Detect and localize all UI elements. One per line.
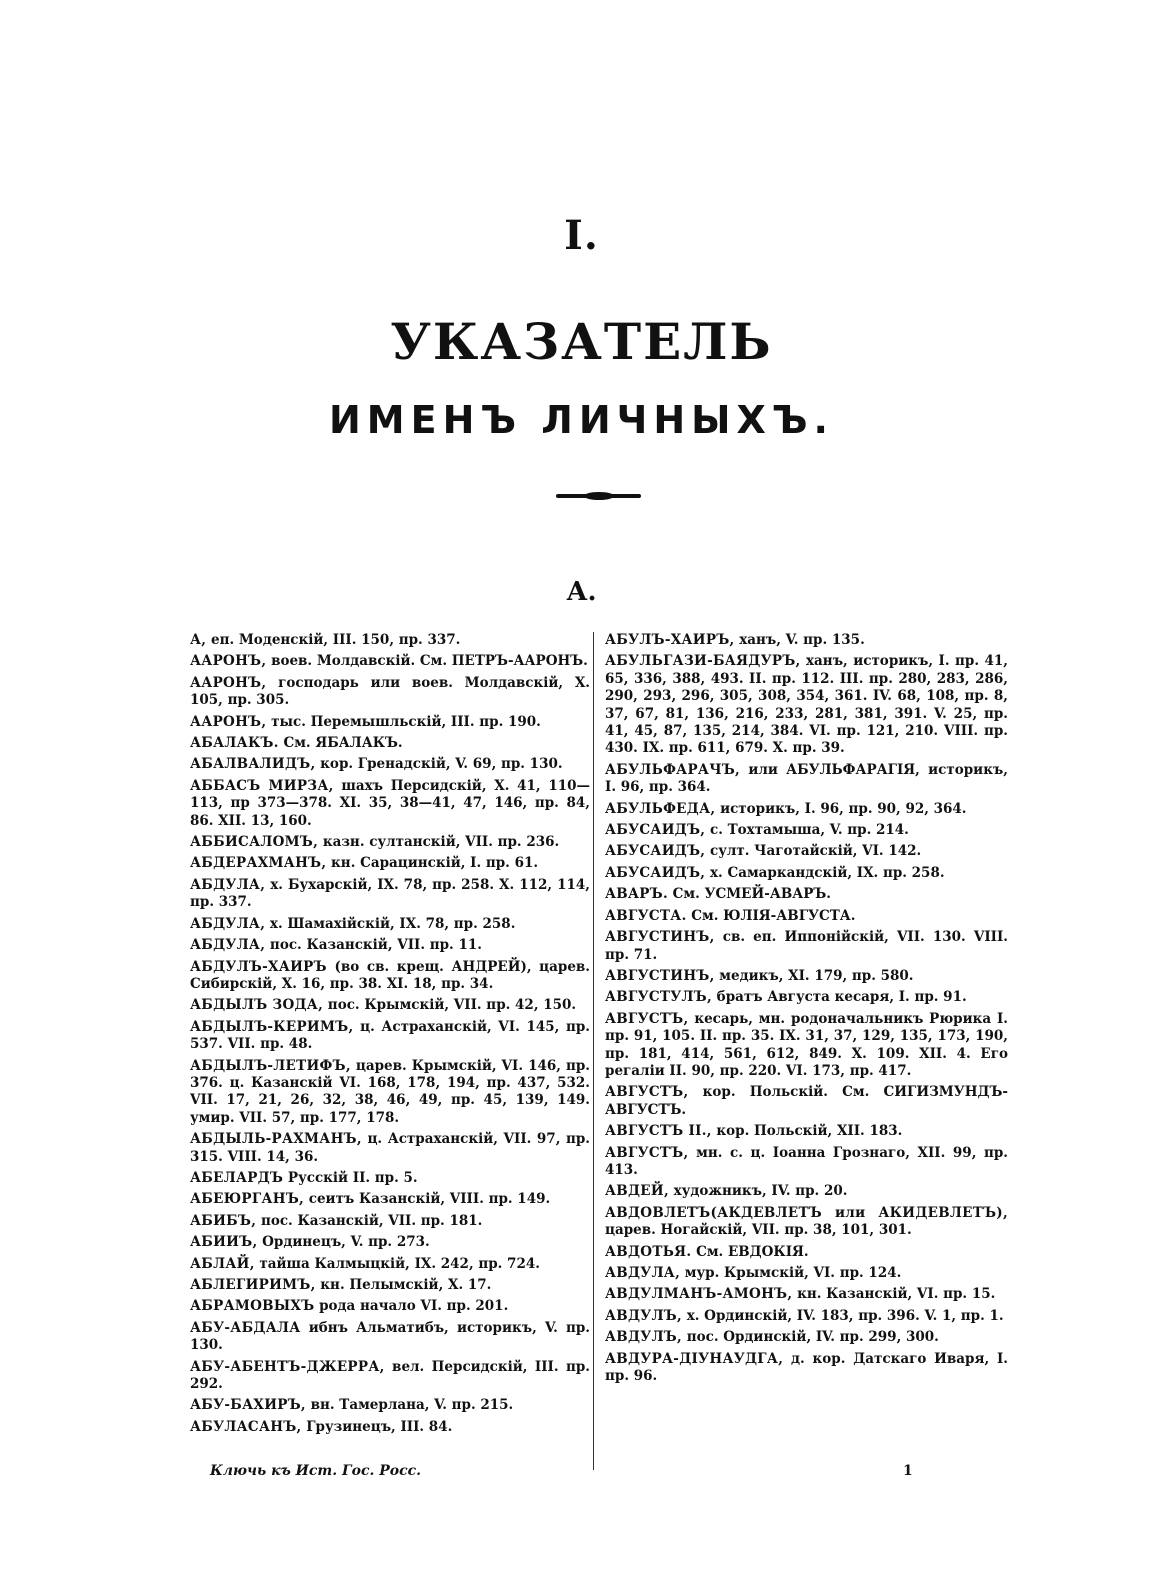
entry-text: господарь или воев. Молдавскій, X. 105, пр. 305. <box>190 674 590 709</box>
index-entry <box>605 653 1008 757</box>
entry-text: Грузинецъ, III. 84. <box>301 1418 453 1435</box>
entry-headword: АВГУСТИНЪ, <box>605 967 715 984</box>
entry-headword: АББИСАЛОМЪ, <box>190 834 319 851</box>
index-entry <box>605 989 1008 1006</box>
entry-headword: АБУСАИДЪ, <box>605 843 706 860</box>
index-entry <box>190 1419 590 1436</box>
entry-headword: АВДУЛА, <box>605 1265 681 1281</box>
entry-text: мн. с. ц. Іоанна Грознаго, XII. 99, пр. 413. <box>605 1144 1008 1178</box>
entry-headword: АБУЛАСАНЪ, <box>190 1418 302 1435</box>
index-entry <box>190 997 590 1014</box>
entry-text: пос. Казанскій, VII. пр. 181. <box>256 1212 483 1229</box>
ornamental-rule <box>556 494 641 498</box>
entry-text: См. ЕВДОКІЯ. <box>691 1243 809 1260</box>
section-roman-numeral: I. <box>564 212 599 259</box>
index-entry <box>190 675 590 710</box>
entry-headword: АВГУСТИНЪ, <box>605 929 715 946</box>
index-entry <box>190 834 590 851</box>
index-entry <box>190 916 590 933</box>
index-entry <box>605 929 1008 964</box>
index-entry <box>190 1359 590 1394</box>
entry-headword: АВГУСТУЛЪ, <box>605 989 712 1006</box>
entry-headword: АБАЛВАЛИДЪ, <box>190 756 316 773</box>
index-entry <box>190 1234 590 1251</box>
entry-text: воев. Молдавскій. См. ПЕТРЪ-ААРОНЪ. <box>266 653 588 670</box>
entry-headword: АБУСАИДЪ, <box>605 822 706 839</box>
entry-headword: АБУ-АБДАЛА <box>190 1319 301 1336</box>
index-entry <box>605 1351 1008 1386</box>
entry-headword: АБДУЛЪ-ХАИРЪ <box>190 958 327 975</box>
entry-text: кесарь, мн. родоначальникъ Рюрика I. пр. 91, 105. II. пр. 35. IX. 31, 37, 129, 135, 173, 190, пр. 181, 414, 561, 612, 849. X. 109. XII. 4. Его регаліи II. 90, пр. 220. VI. 173, пр. 417. <box>605 1010 1008 1079</box>
entry-text: сеитъ Казанскій, VIII. пр. 149. <box>304 1191 551 1208</box>
entry-headword: АБЛАЙ, <box>190 1255 255 1272</box>
column-divider <box>593 632 594 1470</box>
entry-headword: АВДУЛЪ, <box>605 1329 683 1346</box>
entry-text: х. Бухарскій, IX. 78, пр. 258. X. 112, 114, пр. 337. <box>190 876 590 911</box>
index-entry <box>605 762 1008 797</box>
entry-headword: АВДЕЙ, <box>605 1183 669 1200</box>
index-entry <box>605 1183 1008 1200</box>
index-entry <box>605 1244 1008 1261</box>
index-entry <box>605 632 1008 649</box>
entry-headword: АБДЕРАХМАНЪ, <box>190 855 327 872</box>
entry-headword: АБЕЛАРДЪ <box>190 1169 284 1186</box>
entry-headword: АБДУЛА, <box>190 937 266 954</box>
index-entry <box>190 1277 590 1294</box>
entry-text: кор. Польскій. См. СИГИЗМУНДЪ-АВГУСТЪ. <box>605 1084 1008 1118</box>
entry-headword: АВАРЪ. <box>605 886 668 903</box>
entry-text: д. кор. Датскаго Иваря, I. пр. 96. <box>605 1350 1008 1385</box>
index-entry <box>605 1145 1008 1180</box>
index-entry <box>605 1084 1008 1119</box>
index-entry <box>190 653 590 670</box>
entry-text: св. еп. Иппонійскій, VII. 130. VIII. пр. 71. <box>605 929 1008 963</box>
entry-headword: АБАЛАКЪ. <box>190 735 279 752</box>
index-entry <box>605 1308 1008 1325</box>
entry-headword: АБУЛЪ-ХАИРЪ, <box>605 632 735 648</box>
entry-text: ханъ, историкъ, I. пр. 41, 65, 336, 388, 493. II. пр. 112. III. пр. 280, 283, 286, 290, 293, 296, 305, 308, 354, 361. IV. 68, 108, пр. 8, 37, 67, 81, 136, 216, 233, 281, 381, 391. V. 25, пр. 41, 45, 87, 135, 214, 384. VI. пр. 121, 210. VIII. пр. 430. IX. пр. 611, 679. X. пр. 39. <box>605 653 1008 757</box>
entry-headword: АБДЫЛЪ-ЛЕТИФЪ, <box>190 1057 351 1074</box>
index-entry <box>190 1058 590 1128</box>
entry-text: пос. Крымскій, VII. пр. 42, 150. <box>323 997 577 1014</box>
index-entry <box>190 1298 590 1315</box>
entry-text: художникъ, IV. пр. 20. <box>668 1183 848 1200</box>
entry-text: шахъ Персидскій, X. 41, 110—113, пр 373—378. XI. 35, 38—41, 47, 146, пр. 84, 86. XII. 13, 160. <box>190 777 590 829</box>
entry-text: х. Самаркандскій, IX. пр. 258. <box>705 864 945 881</box>
index-entry <box>605 1286 1008 1303</box>
section-letter: А. <box>566 577 597 607</box>
entry-headword: АБДЫЛЪ-КЕРИМЪ, <box>190 1018 354 1035</box>
index-entry <box>190 877 590 912</box>
entry-headword: АВДУРА-ДІУНАУДГА, <box>605 1350 784 1367</box>
entry-headword: АВГУСТЪ, <box>605 1010 689 1027</box>
index-entry <box>190 1256 590 1273</box>
entry-text: историкъ, I. 96, пр. 90, 92, 364. <box>715 800 967 817</box>
entry-headword: АВГУСТА. <box>605 907 687 924</box>
entry-text: тыс. Перемышльскій, III. пр. 190. <box>266 713 541 730</box>
page-subtitle: ИМЕНЪ ЛИЧНЫХЪ. <box>329 398 834 442</box>
entry-text: вел. Персидскій, III. пр. 292. <box>190 1358 590 1393</box>
entry-text: братъ Августа кесаря, I. пр. 91. <box>711 989 967 1006</box>
entry-text: кор. Польскій, XII. 183. <box>711 1123 903 1140</box>
entry-headword: АВДУЛЪ, <box>605 1307 683 1324</box>
entry-text: Русскій II. пр. 5. <box>283 1169 418 1186</box>
index-entry <box>190 778 590 830</box>
index-entry <box>605 968 1008 985</box>
entry-headword: АБИБЪ, <box>190 1212 257 1229</box>
entry-headword: ААРОНЪ, <box>190 674 267 691</box>
index-entry <box>190 1170 590 1187</box>
entry-headword: АББАСЪ МИРЗА, <box>190 777 334 794</box>
entry-text: еп. Моденскій, III. 150, пр. 337. <box>206 632 461 648</box>
index-entry <box>190 1131 590 1166</box>
entry-headword: АВДУЛМАНЪ-АМОНЪ, <box>605 1286 793 1303</box>
entry-headword: АБУЛЬГАЗИ-БАЯДУРЪ, <box>605 653 801 670</box>
page-title: УКАЗАТЕЛЬ <box>390 312 773 371</box>
entry-text: кн. Пелымскій, X. 17. <box>315 1277 492 1293</box>
index-entry <box>605 1011 1008 1081</box>
entry-headword: АБРАМОВЫХЪ <box>190 1298 315 1315</box>
entry-text: ц. Астраханскій, VI. 145, пр. 537. VII. пр. 48. <box>190 1018 590 1053</box>
entry-headword: ААРОНЪ, <box>190 653 267 670</box>
entry-text: кор. Гренадскій, V. 69, пр. 130. <box>315 756 563 773</box>
index-entry <box>190 959 590 994</box>
entry-text: См. ЮЛІЯ-АВГУСТА. <box>686 907 856 924</box>
index-entry <box>190 735 590 752</box>
index-entry <box>190 756 590 773</box>
entry-headword: АБУЛЬФЕДА, <box>605 800 716 817</box>
index-entry <box>190 1320 590 1355</box>
left-column <box>190 632 590 1440</box>
entry-headword: А, <box>190 632 207 648</box>
entry-headword: АВГУСТЪ, <box>605 1144 689 1161</box>
index-entry <box>605 822 1008 839</box>
entry-text: султ. Чаготайскій, VI. 142. <box>705 843 922 860</box>
index-entry <box>190 632 590 649</box>
entry-text: кн. Сарацинскій, I. пр. 61. <box>326 855 539 872</box>
entry-headword: АБЛЕГИРИМЪ, <box>190 1277 316 1293</box>
entry-headword: АБУ-АБЕНТЪ-ДЖЕРРА, <box>190 1358 385 1375</box>
entry-headword: АБДУЛА, <box>190 876 266 893</box>
entry-text: вн. Тамерлана, V. пр. 215. <box>305 1397 514 1414</box>
index-entry <box>605 1205 1008 1240</box>
right-column <box>605 632 1008 1389</box>
entry-headword: АБДЫЛЬ-РАХМАНЪ, <box>190 1131 362 1148</box>
entry-text: мур. Крымскій, VI. пр. 124. <box>680 1265 902 1281</box>
entry-headword: АВДОТЬЯ. <box>605 1243 692 1260</box>
entry-headword: АВДОВЛЕТЪ(АКДЕВЛЕТЪ или АКИДЕВЛЕТЪ), <box>605 1204 1008 1221</box>
entry-text: ц. Астраханскій, VII. 97, пр. 315. VIII. 14, 36. <box>190 1131 590 1165</box>
entry-text: См. УСМЕЙ-АВАРЪ. <box>667 886 831 903</box>
entry-headword: АБЕЮРГАНЪ, <box>190 1191 305 1208</box>
index-entry <box>190 1019 590 1054</box>
entry-text: тайша Калмыцкій, IX. 242, пр. 724. <box>254 1255 540 1272</box>
entry-headword: АБИИЪ, <box>190 1234 258 1251</box>
index-entry <box>605 908 1008 925</box>
entry-headword: АВГУСТЪ, <box>605 1084 689 1101</box>
entry-text: пос. Казанскій, VII. пр. 11. <box>265 937 482 954</box>
entry-text: медикъ, XI. 179, пр. 580. <box>714 967 914 984</box>
entry-headword: АБУСАИДЪ, <box>605 864 706 881</box>
entry-headword: АВГУСТЪ II., <box>605 1123 712 1140</box>
entry-headword: АБУЛЬФАРАЧЪ, <box>605 761 741 778</box>
entry-text: См. ЯБАЛАКЪ. <box>278 735 403 752</box>
entry-text: пос. Ординскій, IV. пр. 299, 300. <box>682 1329 939 1346</box>
entry-text: (во св. крещ. АНДРЕЙ), царев. Сибирскій, X. 16, пр. 38. XI. 18, пр. 34. <box>190 958 590 992</box>
entry-headword: АБУ-БАХИРЪ, <box>190 1397 306 1414</box>
entry-headword: АБДЫЛЪ ЗОДА, <box>190 997 324 1014</box>
index-entry <box>190 855 590 872</box>
entry-text: царев. Крымскій, VI. 146, пр. 376. ц. Казанскій VI. 168, 178, 194, пр. 437, 532. VII. 17, 21, 26, 32, 38, 46, 49, пр. 45, 139, 149. умир. VII. 57, пр. 177, 178. <box>190 1057 590 1126</box>
index-entry <box>605 1265 1008 1282</box>
entry-text: рода начало VI. пр. 201. <box>314 1298 509 1315</box>
index-entry <box>190 714 590 731</box>
index-entry <box>605 843 1008 860</box>
index-entry <box>605 886 1008 903</box>
entry-headword: АБДУЛА, <box>190 915 266 932</box>
entry-text: ибнъ Альматибъ, историкъ, V. пр. 130. <box>190 1319 590 1354</box>
entry-text: кн. Казанскій, VI. пр. 15. <box>792 1286 996 1303</box>
index-entry <box>605 1329 1008 1346</box>
entry-text: казн. султанскій, VII. пр. 236. <box>318 834 560 851</box>
entry-text: Ординецъ, V. пр. 273. <box>257 1234 430 1251</box>
entry-text: с. Тохтамыша, V. пр. 214. <box>705 822 909 839</box>
index-entry <box>190 1397 590 1414</box>
index-entry <box>190 1213 590 1230</box>
index-entry <box>190 937 590 954</box>
entry-text: х. Шамахійскій, IX. 78, пр. 258. <box>265 915 516 932</box>
index-entry <box>605 1123 1008 1140</box>
entry-text: х. Ординскій, IV. 183, пр. 396. V. 1, пр. 1. <box>682 1307 1004 1324</box>
index-entry <box>605 801 1008 818</box>
entry-headword: ААРОНЪ, <box>190 713 267 730</box>
index-entry <box>190 1191 590 1208</box>
footer-signature: Ключь къ Ист. Гос. Росс. <box>210 1463 422 1479</box>
entry-text: или АБУЛЬФАРАГІЯ, историкъ, I. 96, пр. 364. <box>605 761 1008 796</box>
entry-text: ханъ, V. пр. 135. <box>734 632 865 648</box>
page-number: 1 <box>903 1463 913 1479</box>
entry-text: царев. Ногайскій, VII. пр. 38, 101, 301. <box>605 1222 912 1239</box>
index-entry <box>605 865 1008 882</box>
